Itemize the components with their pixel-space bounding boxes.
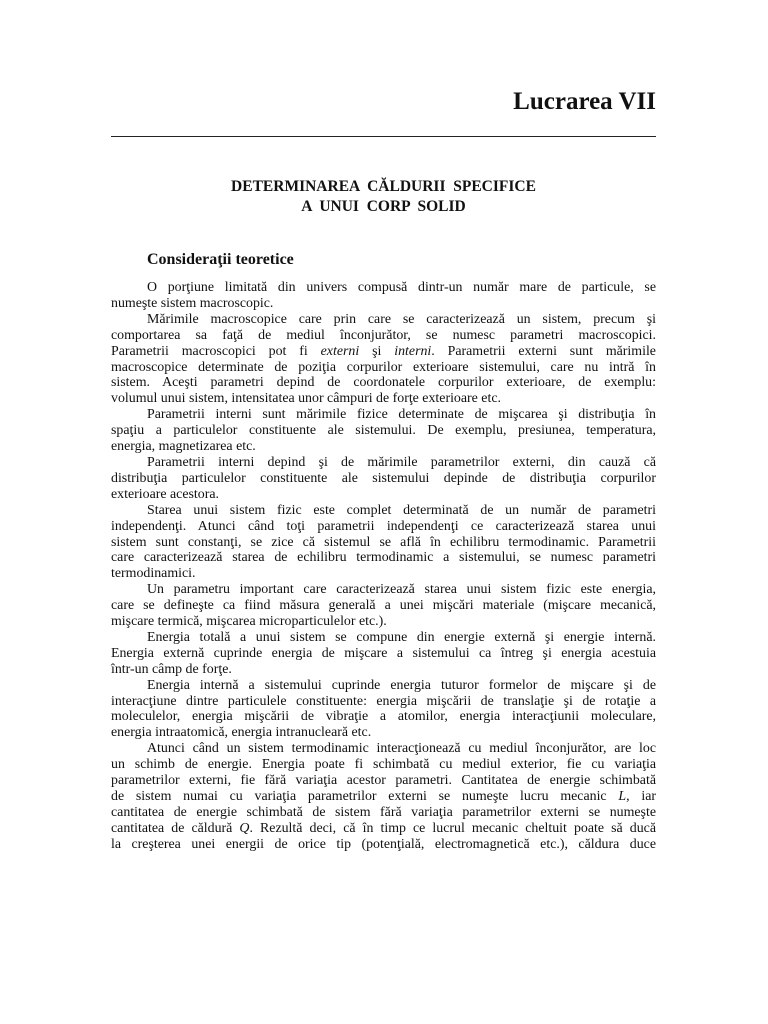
title-line-2: A UNUI CORP SOLID [301, 198, 466, 215]
italic-term: externi [320, 343, 360, 359]
body-text [111, 280, 656, 853]
text-line: un schimb de energie. Energia poate fi schimbată cu mediul exterior, fie cu variaţia [111, 757, 656, 773]
header-rule [111, 136, 656, 137]
text-line: volumul unui sistem, intensitatea unor câmpuri de forţe exterioare etc. [111, 391, 501, 407]
paragraph [111, 503, 656, 583]
text-run: , iar [626, 789, 656, 804]
paragraph [111, 678, 656, 742]
text-line: independenţi. Atunci când toţi parametrii independenţi ce caracterizează starea unui [111, 518, 656, 534]
text-line: energia, magnetizarea etc. [111, 439, 256, 455]
text-line: care caracterizează starea de echilibru termodinamic a sistemului, se numesc parametri [111, 550, 656, 566]
text-line: energia intraatomică, energia intranucleară etc. [111, 725, 372, 741]
section-heading: Consideraţii teoretice [147, 251, 294, 268]
document-title [111, 177, 656, 217]
italic-term: interni [394, 343, 432, 359]
document-page [111, 0, 656, 1024]
text-line: cantitatea de energie schimbată de sistem fără variaţia parametrilor externi se numeşte [111, 804, 656, 820]
italic-term: Q [239, 820, 250, 836]
text-line: Un parametru important care caracterizează starea unui sistem fizic este energia, [147, 582, 656, 598]
text-line: spaţiu a particulelor constituente ale sistemului. De exemplu, presiunea, temperatura, [111, 423, 656, 439]
text-line [111, 789, 656, 805]
italic-term: L [618, 789, 627, 804]
text-line: Energia totală a unui sistem se compune din energie externă şi energie internă. [147, 629, 656, 645]
text-run: şi [359, 343, 395, 359]
text-line: macroscopice determinate de poziţia corpurilor exterioare sistemului, care nu intră în [111, 359, 656, 375]
text-line: Mărimile macroscopice care prin care se caracterizează un sistem, precum şi [147, 311, 656, 327]
text-line: distribuţia particulelor constituente ale sistemului depinde de distribuţia corpurilor [111, 470, 656, 486]
title-line-1: DETERMINAREA CĂLDURII SPECIFICE [231, 178, 536, 195]
text-line: Starea unui sistem fizic este complet determinată de un număr de parametri [147, 502, 656, 518]
text-line: numeşte sistem macroscopic. [111, 295, 274, 311]
lab-title: Lucrarea VII [513, 88, 656, 115]
text-line: termodinamici. [111, 566, 196, 582]
text-line: Parametrii interni depind şi de mărimile parametrilor externi, din cauză că [147, 454, 656, 470]
text-line: comportarea sa faţă de mediul înconjurător, se numesc parametri macroscopici. [111, 327, 656, 343]
text-line: Parametrii interni sunt mărimile fizice determinate de mişcarea şi distribuţia în [147, 407, 656, 423]
text-line: sistem sunt constanţi, se zice că sistemul se află în echilibru termodinamic. Parametrii [111, 534, 656, 550]
text-line: exterioare acestora. [111, 486, 219, 502]
paragraph [111, 312, 656, 407]
text-line: într-un câmp de forţe. [111, 661, 232, 677]
text-run: . Rezultă deci, că în timp ce lucrul mecanic cheltuit poate să ducă [249, 820, 656, 836]
text-line: interacţiune dintre particulele constituente: energia mişcării de translaţie şi de rotaţie a [111, 693, 656, 709]
paragraph [111, 407, 656, 455]
text-line: la creşterea unei energii de orice tip (potenţială, electromagnetică etc.), căldura duce [111, 836, 656, 852]
paragraph [111, 582, 656, 630]
text-line [111, 344, 656, 360]
text-line: Atunci când un sistem termodinamic interacţionează cu mediul înconjurător, are loc [147, 741, 656, 757]
text-line: parametrilor externi, fie fără variaţia acestor parametri. Cantitatea de energie schimbată [111, 773, 656, 789]
text-line: care se defineşte ca fiind măsura generală a unei mişcări materiale (mişcare mecanică, [111, 598, 656, 614]
text-run: cantitatea de căldură [111, 820, 240, 836]
text-line [111, 821, 656, 837]
paragraph [111, 741, 656, 852]
text-run: de sistem numai cu variaţia parametrilor externi se numeşte lucru mecanic [111, 789, 619, 804]
text-run: . Parametrii externi sunt mărimile [431, 343, 656, 359]
text-line: Energia externă cuprinde energia de mişcare a sistemului ca întreg şi energia acestuia [111, 645, 656, 661]
text-line: O porţiune limitată din univers compusă dintr-un număr mare de particule, se [147, 280, 656, 295]
paragraph [111, 630, 656, 678]
text-line: Energia internă a sistemului cuprinde energia tuturor formelor de mişcare şi de [147, 677, 656, 693]
paragraph [111, 280, 656, 312]
text-line: mişcare termică, mişcarea microparticulelor etc.). [111, 614, 387, 630]
text-run: Parametrii macroscopici pot fi [111, 343, 321, 359]
text-line: moleculelor, energia mişcării de vibraţie a atomilor, energia interacţiunii moleculare, [111, 709, 656, 725]
text-line: sistem. Aceşti parametri depind de coordonatele corpurilor exterioare, de exemplu: [111, 375, 656, 391]
paragraph [111, 455, 656, 503]
